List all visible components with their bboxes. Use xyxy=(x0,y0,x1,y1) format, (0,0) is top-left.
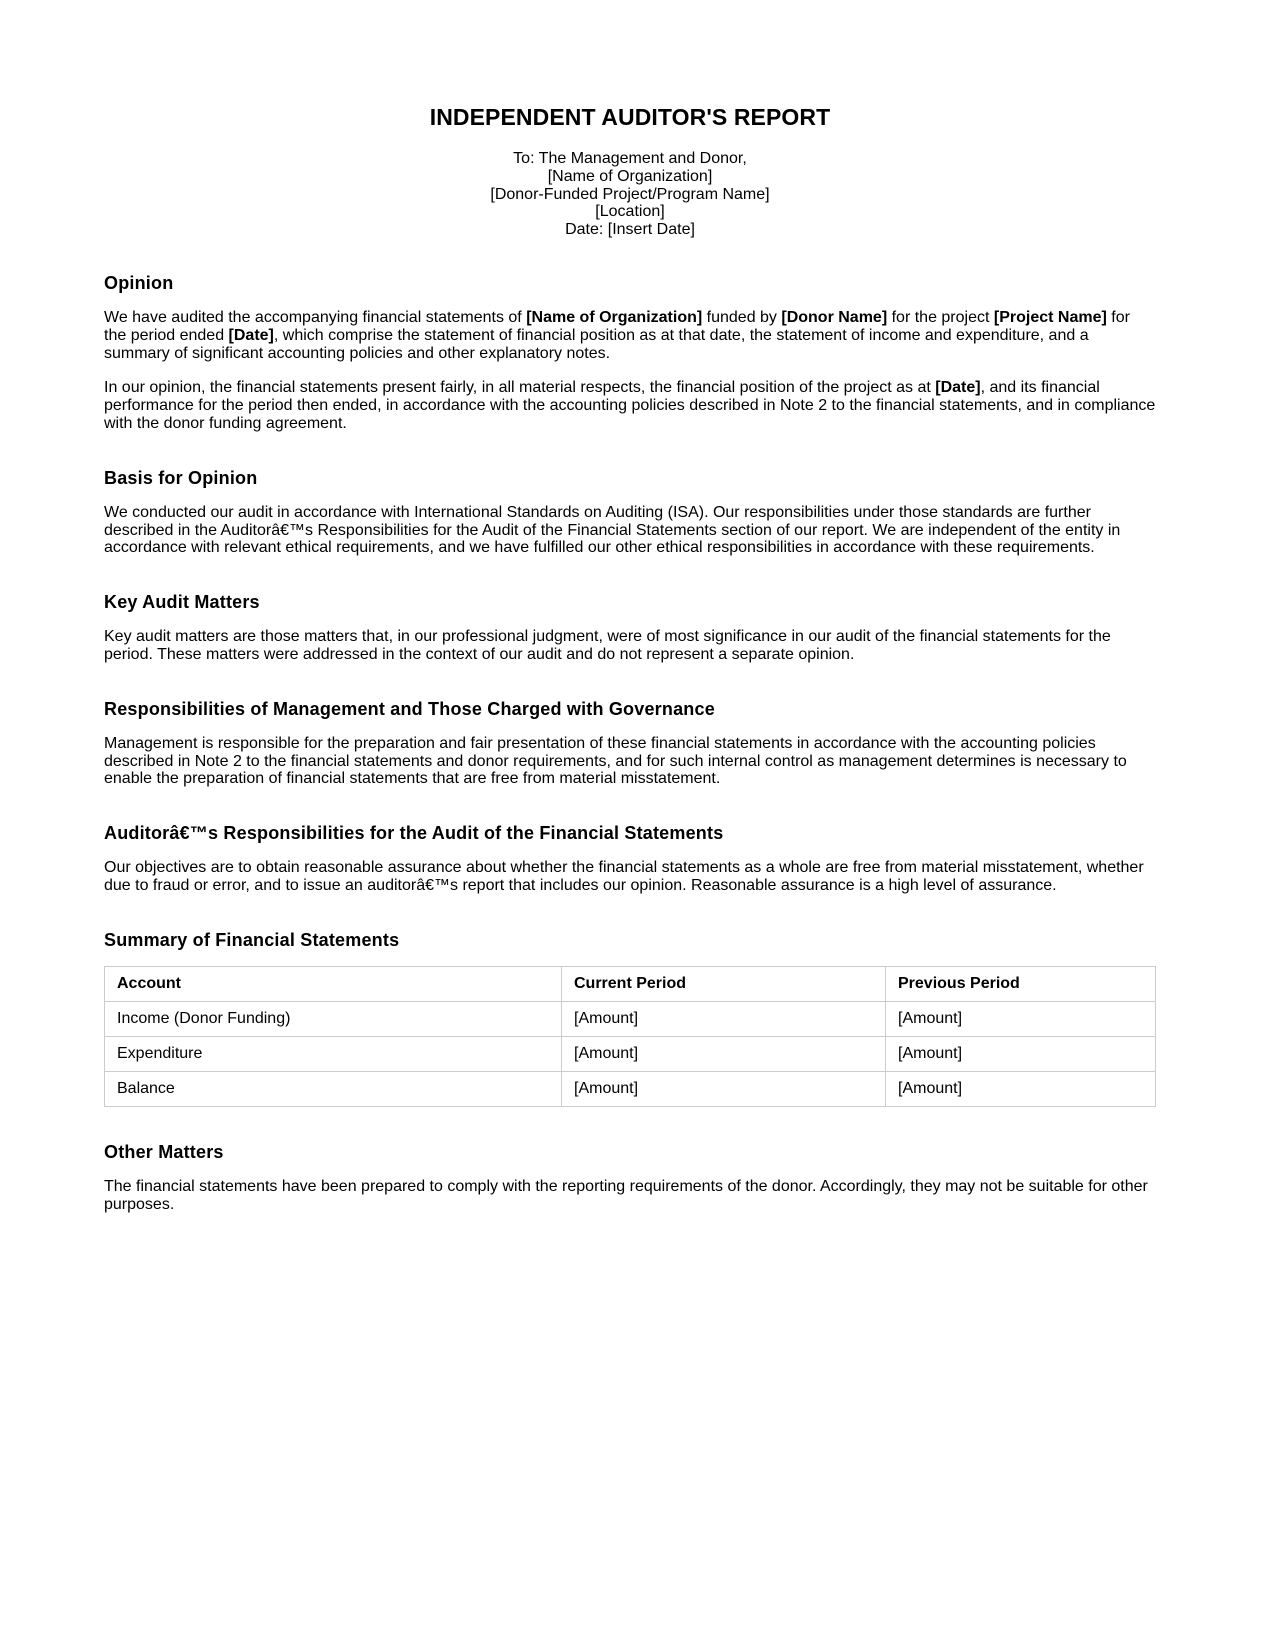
text-run: In our opinion, the financial statements present fairly, in all material respects, the financial position of the project as at xyxy=(104,379,936,397)
column-header-previous-period: Previous Period xyxy=(886,966,1156,1001)
addressee-block xyxy=(104,150,1156,239)
date-placeholder: [Date] xyxy=(228,326,274,344)
basis-heading: Basis for Opinion xyxy=(104,467,258,488)
location-line: [Location] xyxy=(595,203,665,221)
management-responsibilities-heading: Responsibilities of Management and Those Charged with Governance xyxy=(104,698,715,719)
basis-section xyxy=(104,467,1156,557)
org-name-placeholder: [Name of Organization] xyxy=(526,308,703,326)
column-header-account: Account xyxy=(105,966,562,1001)
account-cell: Expenditure xyxy=(105,1036,562,1071)
current-period-cell: [Amount] xyxy=(562,1001,886,1036)
project-name-placeholder: [Project Name] xyxy=(993,308,1107,326)
text-run: , which comprise the statement of financial position as at that date, the statement of income and expenditure, and a summary of significant accounting policies and other explanatory notes. xyxy=(104,326,1089,362)
organization-name-line: [Name of Organization] xyxy=(547,167,713,185)
account-cell: Income (Donor Funding) xyxy=(105,1001,562,1036)
financial-summary-section xyxy=(104,929,1156,1107)
other-matters-heading: Other Matters xyxy=(104,1141,224,1162)
table-row xyxy=(105,1071,1156,1106)
table-row xyxy=(105,1036,1156,1071)
table-header-row xyxy=(105,966,1156,1001)
opinion-heading: Opinion xyxy=(104,272,174,293)
report-page xyxy=(104,100,1156,1213)
basis-paragraph: We conducted our audit in accordance with International Standards on Auditing (ISA). Our responsibilities under those standards are further described in the Auditorâ€™s Responsibilities for the Audit of the Financial Statements section of our report. We are independent of the entity in accordance with relevant ethical requirements, and we have fulfilled our other ethical responsibilities in accordance with these requirements. xyxy=(104,503,1121,557)
auditor-responsibilities-heading: Auditorâ€™s Responsibilities for the Audit of the Financial Statements xyxy=(104,823,724,844)
current-period-cell: [Amount] xyxy=(562,1036,886,1071)
text-run: , and its financial performance for the period then ended, in accordance with the accounting policies described in Note 2 to the financial statements, and in compliance with the donor funding agreement. xyxy=(104,379,1156,432)
management-responsibilities-paragraph: Management is responsible for the preparation and fair presentation of these financial statements in accordance with the accounting policies described in Note 2 to the financial statements and donor requirements, and for such internal control as management determines is necessary to enable the preparation of financial statements that are free from material misstatement. xyxy=(104,734,1127,788)
financial-summary-table xyxy=(104,966,1156,1107)
addressee-line: To: The Management and Donor, xyxy=(513,150,747,167)
opinion-section xyxy=(104,272,1156,433)
text-run: for the period ended xyxy=(104,308,1130,344)
donor-name-placeholder: [Donor Name] xyxy=(781,308,888,326)
opinion-paragraph-2 xyxy=(104,379,1156,432)
text-run: funded by xyxy=(702,308,782,326)
other-matters-section xyxy=(104,1141,1156,1214)
account-cell: Balance xyxy=(105,1071,562,1106)
auditor-responsibilities-paragraph: Our objectives are to obtain reasonable assurance about whether the financial statements as a whole are free from material misstatement, whether due to fraud or error, and to issue an auditorâ€™s report that includes our opinion. Reasonable assurance is a high level of assurance. xyxy=(104,859,1144,894)
other-matters-paragraph: The financial statements have been prepared to comply with the reporting requirements of the donor. Accordingly, they may not be suitable for other purposes. xyxy=(104,1177,1148,1213)
key-audit-matters-heading: Key Audit Matters xyxy=(104,592,260,613)
report-title: INDEPENDENT AUDITOR'S REPORT xyxy=(429,104,831,130)
text-run: for the project xyxy=(887,308,994,326)
date-line: Date: [Insert Date] xyxy=(565,221,695,239)
previous-period-cell: [Amount] xyxy=(886,1001,1156,1036)
management-responsibilities-section xyxy=(104,698,1156,788)
date-placeholder: [Date] xyxy=(935,379,981,397)
previous-period-cell: [Amount] xyxy=(886,1036,1156,1071)
text-run: We have audited the accompanying financial statements of xyxy=(104,308,527,326)
opinion-paragraph-1 xyxy=(104,309,1156,362)
auditor-responsibilities-section xyxy=(104,822,1156,895)
previous-period-cell: [Amount] xyxy=(886,1071,1156,1106)
table-row xyxy=(105,1001,1156,1036)
current-period-cell: [Amount] xyxy=(562,1071,886,1106)
column-header-current-period: Current Period xyxy=(562,966,886,1001)
financial-summary-heading: Summary of Financial Statements xyxy=(104,929,400,950)
key-audit-matters-section xyxy=(104,591,1156,664)
key-audit-matters-paragraph: Key audit matters are those matters that, in our professional judgment, were of most significance in our audit of the financial statements for the period. These matters were addressed in the context of our audit and do not represent a separate opinion. xyxy=(104,628,1111,663)
project-name-line: [Donor-Funded Project/Program Name] xyxy=(490,185,770,203)
